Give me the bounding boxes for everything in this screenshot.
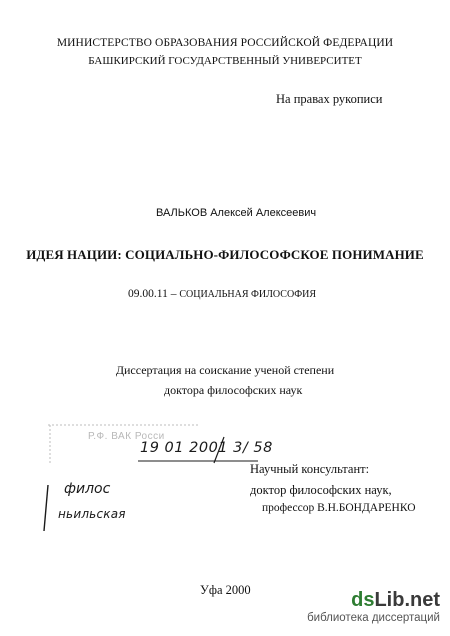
dslib-watermark xyxy=(307,590,440,624)
degree-line-1: Диссертация на соискание ученой степени xyxy=(115,363,335,377)
author-name: ВАЛЬКОВ Алексей Алексеевич xyxy=(156,207,317,219)
dslib-logo-rest: Lib.net xyxy=(374,589,440,611)
dslib-logo xyxy=(307,590,440,610)
dissertation-title: ИДЕЯ НАЦИИ: СОЦИАЛЬНО-ФИЛОСОФСКОЕ ПОНИМАНИЕ xyxy=(26,247,424,262)
dslib-subtitle: библиотека диссертаций xyxy=(307,612,440,624)
ministry-header: МИНИСТЕРСТВО ОБРАЗОВАНИЯ РОССИЙСКОЙ ФЕДЕРАЦИИ xyxy=(56,37,394,49)
city-year: Уфа 2000 xyxy=(200,583,251,597)
handwritten-line-1: филос xyxy=(64,481,111,497)
stamp-handwritten-date: 19 01 2001 3/ 58 xyxy=(140,440,273,456)
specialty-code: 09.00.11 – xyxy=(128,288,177,300)
dslib-logo-prefix: ds xyxy=(351,589,375,611)
consultant-degree: доктор философских наук, xyxy=(250,483,392,497)
handwritten-note xyxy=(34,475,154,539)
stamp-text: Р.Ф. ВАК Росси xyxy=(88,431,165,442)
university-header: БАШКИРСКИЙ ГОСУДАРСТВЕННЫЙ УНИВЕРСИТЕТ xyxy=(88,55,362,67)
degree-line-2: доктора философских наук xyxy=(164,383,303,397)
consultant-name: профессор В.Н.БОНДАРЕНКО xyxy=(262,502,416,514)
consultant-label: Научный консультант: xyxy=(250,462,370,476)
handwritten-line-2: ньильская xyxy=(58,507,126,521)
manuscript-rights-note: На правах рукописи xyxy=(276,92,383,106)
specialty-line xyxy=(128,289,316,301)
registration-stamp xyxy=(48,423,273,465)
specialty-name: СОЦИАЛЬНАЯ ФИЛОСОФИЯ xyxy=(179,289,317,300)
